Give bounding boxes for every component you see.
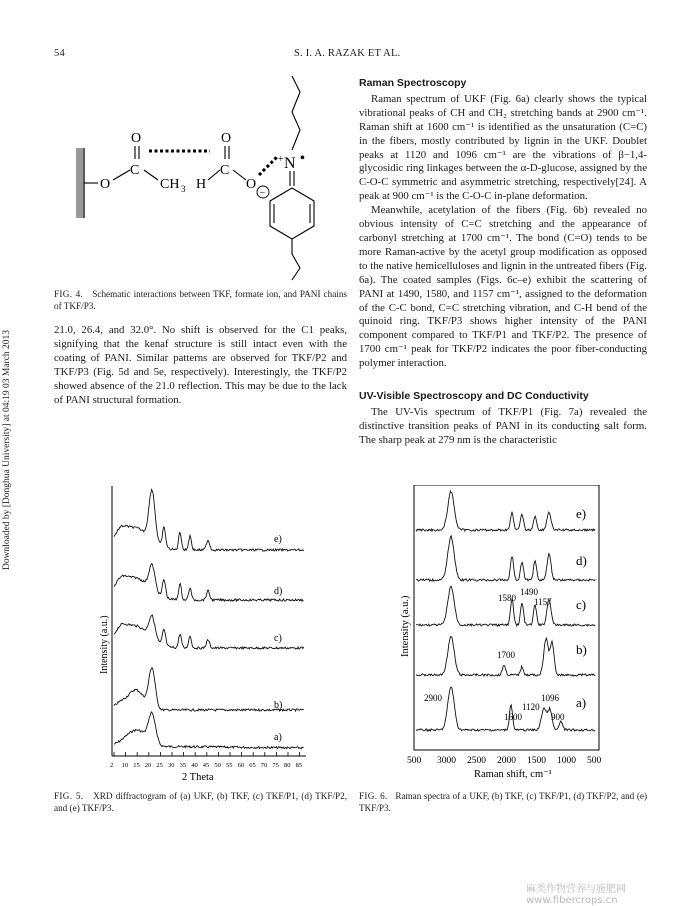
page-number: 54 <box>54 48 65 59</box>
raman-curve-a <box>416 687 595 731</box>
raman-x-tick-label: 3000 <box>437 756 456 766</box>
formate-carbon: C <box>220 163 230 178</box>
figure-5-xrd-chart <box>90 478 358 790</box>
acetyl-carbonyl-oxygen: O <box>131 131 142 146</box>
xrd-x-tick-label: 85 <box>295 762 303 769</box>
figure-6-caption <box>359 790 647 814</box>
xrd-x-tick-label: 45 <box>202 762 210 769</box>
xrd-x-tick-label: 70 <box>260 762 268 769</box>
methyl-group: CH <box>160 177 180 192</box>
raman-paragraph-1: Raman spectrum of UKF (Fig. 6a) clearly shows the typical vibrational peaks of CH and CH₂ stretching bands at 2900 cm⁻¹. Raman shift at 1600 cm⁻¹ is identified as the unsaturation (C=C) in the fibers, mostly contributed by lignin in the UKF. Doublet peaks at 1120 and 1096 cm⁻¹ are the vibrations of β−1,4-glycosidic ring linkages between the α-D-glucose, assigned by the C-O-C symmetric and asymmetric stretching, respectively[24]. A peak at 900 cm⁻¹ is the C-O-C in-plane deformation. <box>359 92 647 203</box>
raman-peak-1580: 1580 <box>498 593 516 603</box>
xrd-curve-label-d: d) <box>274 586 283 597</box>
xrd-x-tick-label: 35 <box>179 762 187 769</box>
raman-peak-1096: 1096 <box>541 693 559 703</box>
xrd-x-axis-label: 2 Theta <box>182 772 214 783</box>
acetyl-oxygen: O <box>100 177 111 192</box>
raman-x-axis-label: Raman shift, cm⁻¹ <box>474 769 552 780</box>
raman-x-tick-label: 500 <box>587 756 602 766</box>
raman-x-tick-label: 2000 <box>497 756 516 766</box>
figure-5-caption-label: FIG. 5. <box>54 791 84 801</box>
raman-peak-1600: 1600 <box>504 712 522 722</box>
pani-chain-lower <box>292 239 300 280</box>
raman-x-tick-label: 2500 <box>467 756 486 766</box>
right-column-text <box>359 77 647 448</box>
quinoid-ring <box>270 188 314 239</box>
raman-peak-1157: 1157 <box>534 597 552 607</box>
formate-oxygen: O <box>246 177 257 192</box>
xrd-x-tick-label: 65 <box>249 762 256 769</box>
raman-curve-d <box>416 536 595 581</box>
figure-5-caption <box>54 790 347 814</box>
download-note: Downloaded by [Donghua University] at 04:19 03 March 2013 <box>2 329 12 571</box>
raman-peak-2900: 2900 <box>424 693 442 703</box>
xrd-x-tick-label: 75 <box>272 762 279 769</box>
xrd-curve-label-c: c) <box>274 633 282 644</box>
left-paragraph: 21.0, 26.4, and 32.0°. No shift is observed for the C1 peaks, signifying that the kenaf structure is still intact even with the coating of PANI. Similar patterns are observed for TKF/P2 and TKF/P3 (Fig. 5d and 5e, respectively). Interestingly, the TKF/P2 showed absence of the 21.0 reflection. This may be due to the lack of PANI structural formation. <box>54 324 347 406</box>
uv-vis-heading: UV-Visible Spectroscopy and DC Conductivity <box>359 390 589 403</box>
raman-x-tick-label: 1500 <box>527 756 546 766</box>
figure-4-schematic <box>60 68 360 288</box>
raman-y-axis-label: Intensity (a.u.) <box>400 595 411 657</box>
xrd-x-tick-label: 80 <box>284 762 291 769</box>
raman-plot-frame <box>414 485 599 750</box>
xrd-x-tick-label: 55 <box>226 762 233 769</box>
raman-peak-1120: 1120 <box>522 702 540 712</box>
xrd-curve-label-e: e) <box>274 534 282 545</box>
formate-carbonyl-oxygen: O <box>221 131 232 146</box>
left-column-text <box>54 324 347 407</box>
methyl-subscript: 3 <box>181 184 186 194</box>
xrd-curve-label-a: a) <box>274 732 282 743</box>
running-head: S. I. A. RAZAK ET AL. <box>294 48 401 59</box>
uv-paragraph-1: The UV-Vis spectrum of TKF/P1 (Fig. 7a) revealed the distinctive transition peaks of PANI in its conducting salt form. The sharp peak at 279 nm is the characteristic <box>359 405 647 446</box>
plus-sign: + <box>278 154 284 165</box>
raman-paragraph-2: Meanwhile, acetylation of the fibers (Fig. 6b) revealed no obvious intensity of C=C stretching and the appearance of carbonyl stretching at 1700 cm⁻¹. The bond (C=O) tends to be more Raman-active by the acetyl group modification as opposed to the native hemicelluloses and lignin in the untreated fibers (Fig. 6a). The coated samples (Figs. 6c–e) exhibit the scattering of PANI at 1490, 1580, and 1157 cm⁻¹, assigned to the deformation of the C-C bond, C=C stretching vibration, and C-H bend of the quinoid ring. TKF/P3 shows higher intensity of the PANI component compared to TKF/P1 and TKF/P2. The presence of 1700 cm⁻¹ peak for TKF/P2 indicates the poor fiber-conducting polymer interaction. <box>359 204 647 370</box>
raman-peak-900: 900 <box>551 712 565 722</box>
raman-curve-e <box>416 491 595 531</box>
xrd-x-tick-label: 40 <box>191 762 198 769</box>
raman-curve-label-b: b) <box>576 642 587 657</box>
acetyl-carbon: C <box>130 163 140 178</box>
raman-curve-label-e: e) <box>576 506 587 521</box>
xrd-x-tick-label: 50 <box>214 762 221 769</box>
xrd-curve-label-b: b) <box>274 700 283 711</box>
xrd-x-tick-label: 10 <box>121 762 129 769</box>
xrd-x-tick-label: 60 <box>237 762 245 769</box>
figure-5-caption-text: XRD diffractogram of (a) UKF, (b) TKF, (c) TKF/P1, (d) TKF/P2, and (e) TKF/P3. <box>54 791 348 813</box>
raman-heading: Raman Spectroscopy <box>359 77 467 89</box>
pani-chain-upper <box>292 76 300 150</box>
xrd-x-tick-label: 2 <box>110 762 114 769</box>
xrd-x-tick-label: 30 <box>168 762 175 769</box>
ionic-interaction <box>259 156 278 175</box>
figure-6-caption-text: Raman spectra of a UKF, (b) TKF, (c) TKF/P1, (d) TKF/P2, and (e) TKF/P3. <box>359 791 648 813</box>
xrd-x-tick-label: 15 <box>133 762 140 769</box>
figure-4-caption-label: FIG. 4. <box>54 289 84 299</box>
fiber-surface <box>76 148 83 218</box>
raman-curve-label-c: c) <box>576 597 587 612</box>
xrd-curve-a <box>114 712 304 749</box>
figure-6-raman-chart <box>394 485 609 780</box>
figure-6-caption-label: FIG. 6. <box>359 791 388 801</box>
minus-sign: − <box>259 187 266 199</box>
raman-x-tick-label: 500 <box>407 756 422 766</box>
xrd-y-axis-label: Intensity (a.u.) <box>99 615 110 674</box>
xrd-x-tick-label: 25 <box>156 762 163 769</box>
radical-dot: • <box>300 151 305 166</box>
raman-curve-label-a: a) <box>576 695 587 710</box>
formate-hydrogen: H <box>196 177 207 192</box>
xrd-x-tick-label: 20 <box>144 762 152 769</box>
raman-curve-label-d: d) <box>576 553 587 568</box>
figure-4-caption <box>54 288 347 312</box>
raman-peak-1490: 1490 <box>520 587 538 597</box>
raman-x-tick-label: 1000 <box>557 756 576 766</box>
watermark: 麻类作物营养与施肥网 www.fibercrops.cn <box>526 884 626 906</box>
nitrogen-cation: N <box>284 155 296 172</box>
raman-peak-1700: 1700 <box>497 650 515 660</box>
figure-4-caption-text: Schematic interactions between TKF, formate ion, and PANI chains of TKF/P3. <box>54 289 348 311</box>
